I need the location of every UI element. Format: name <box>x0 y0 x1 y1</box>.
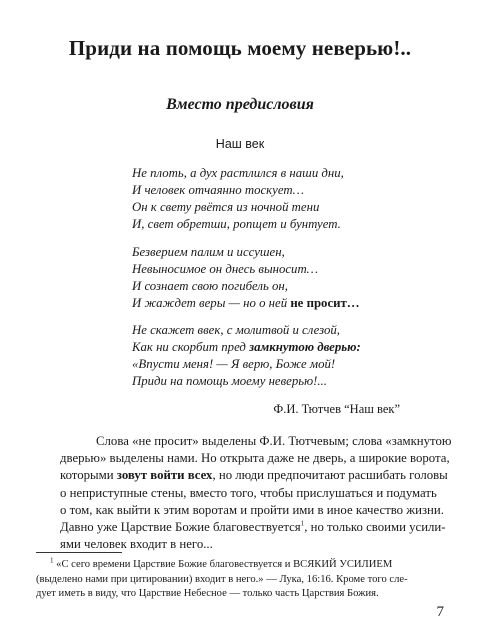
poem-text: И жаждет веры — но о ней <box>132 296 291 310</box>
paragraph-text: , но люди предпочитают расшибать головы <box>212 468 448 483</box>
paragraph-line <box>60 467 448 484</box>
poem-emphasis: не просит… <box>290 296 360 310</box>
paragraph-line: о том, как выйти к этим воротам и пройти ими в иное качество жизни. <box>60 502 444 517</box>
footnote-line <box>36 558 446 573</box>
footnote-marker[interactable]: 1 <box>300 519 305 528</box>
footnote-number: 1 <box>50 556 54 565</box>
paragraph-text: , но только своими усили- <box>304 519 446 534</box>
paragraph-line: Слова «не просит» выделены Ф.И. Тютчевым; слова «замкнутою <box>96 434 452 448</box>
poem-stanza-1 <box>132 165 452 233</box>
body-paragraph <box>60 433 452 553</box>
poem-line: Безверием палим и иссушен, <box>132 245 285 259</box>
paragraph-emphasis: зовут войти всех <box>116 468 213 483</box>
poem-attribution: Ф.И. Тютчев “Наш век” <box>273 402 400 416</box>
poem-line: Он к свету рвётся из ночной тени <box>132 200 320 214</box>
page-title: Приди на помощь моему неверью!.. <box>68 36 412 60</box>
section-subtitle: Вместо предисловия <box>166 96 314 113</box>
poem-line: И человек отчаянно тоскует… <box>132 183 304 197</box>
poem-stanza-2 <box>132 244 452 312</box>
paragraph-line <box>60 519 446 536</box>
footnote-line: дует иметь в виду, что Царствие Небесное — только часть Царствия Божия. <box>36 588 379 600</box>
poem-title: Наш век <box>215 137 265 151</box>
footnote-line: (выделено нами при цитировании) входит в него.» — Лука, 16:16. Кроме того сле- <box>36 573 408 585</box>
poem-line: И сознает свою погибель он, <box>132 279 288 293</box>
footnote <box>36 558 446 602</box>
poem-line: Не скажет ввек, с молитвой и слезой, <box>132 323 340 337</box>
paragraph-text: которыми <box>60 468 117 483</box>
poem-line: И, свет обретши, ропщет и бунтует. <box>132 217 341 231</box>
paragraph-line: ями человек входит в него... <box>60 537 213 552</box>
poem-text: Как ни скорбит пред <box>132 340 250 354</box>
footnote-divider <box>36 552 122 553</box>
poem-emphasis: замкнутою дверью: <box>249 340 361 354</box>
poem-line: Не плоть, а дух растлился в наши дни, <box>132 166 344 180</box>
poem-line <box>132 295 452 312</box>
poem-line: Приди на помощь моему неверью!... <box>132 374 327 388</box>
paragraph-line: о неприступные стены, вместо того, чтобы прислушаться и подумать <box>60 485 437 500</box>
poem-stanza-3 <box>132 322 452 390</box>
poem-line: «Впусти меня! — Я верю, Боже мой! <box>132 357 336 371</box>
page-number: 7 <box>436 604 444 620</box>
paragraph-line: дверью» выделены нами. Но открыта даже не дверь, а широкие ворота, <box>60 451 450 466</box>
poem-line: Невыносимое он днесь выносит… <box>132 262 319 276</box>
paragraph-text: Давно уже Царствие Божие благовествуется <box>60 519 301 534</box>
poem-line <box>132 339 452 356</box>
footnote-text: «С сего времени Царствие Божие благовествуется и ВСЯКИЙ УСИЛИЕМ <box>56 559 393 570</box>
